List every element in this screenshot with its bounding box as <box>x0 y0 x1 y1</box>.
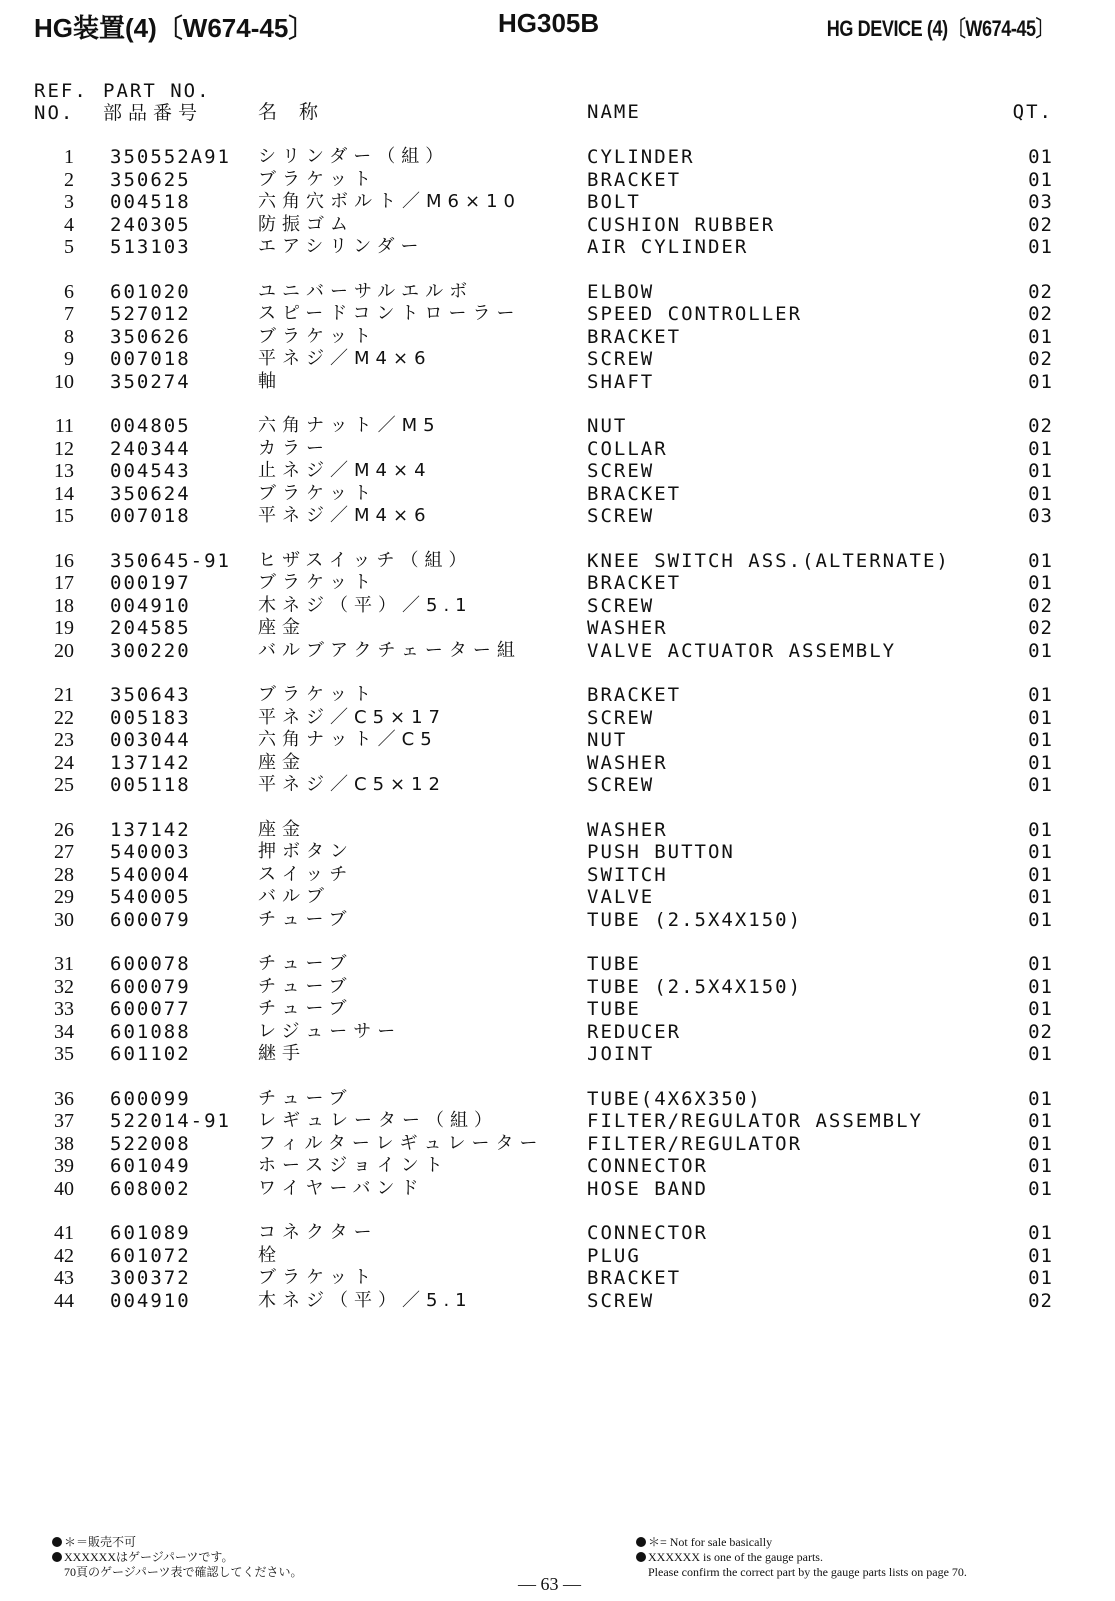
name-en: WASHER <box>587 751 668 774</box>
part-number: 522008 <box>110 1132 191 1155</box>
name-en: BRACKET <box>587 325 682 348</box>
row-group <box>0 684 1115 797</box>
name-ja: レジューサー <box>258 1020 402 1042</box>
name-en: VALVE <box>587 886 655 908</box>
name-en: JOINT <box>587 1043 655 1065</box>
ref-number: 43 <box>54 1267 74 1289</box>
table-row <box>0 214 1115 237</box>
quantity: 02 <box>1028 280 1053 303</box>
part-number: 005118 <box>110 774 191 796</box>
quantity: 01 <box>1028 325 1053 348</box>
ref-number: 27 <box>54 841 74 863</box>
part-number: 350552A91 <box>110 146 231 168</box>
table-row <box>0 998 1115 1021</box>
part-number: 004910 <box>110 1289 191 1312</box>
name-ja: 栓 <box>258 1244 282 1266</box>
table-row <box>0 774 1115 797</box>
name-ja: チューブ <box>258 998 353 1019</box>
table-row <box>0 303 1115 326</box>
name-ja: ヒザスイッチ（組） <box>258 549 473 571</box>
table-row <box>0 1222 1115 1245</box>
table-row <box>0 191 1115 214</box>
name-ja: スピードコントローラー <box>258 303 521 324</box>
quantity: 01 <box>1028 998 1053 1020</box>
table-row <box>0 460 1115 483</box>
header-model: HG305B <box>498 8 600 38</box>
part-header-line2: 部品番号 <box>103 102 204 124</box>
table-row <box>0 640 1115 663</box>
name-ja: シリンダー（組） <box>258 146 450 167</box>
ref-number: 21 <box>54 684 74 706</box>
part-number: 300372 <box>110 1267 191 1289</box>
note-confirm-ja: 70頁のゲージパーツ表で確認してください。 <box>64 1565 303 1579</box>
ref-number: 19 <box>54 617 74 639</box>
table-row <box>0 415 1115 438</box>
part-number: 004805 <box>110 415 191 437</box>
quantity: 02 <box>1028 594 1053 617</box>
quantity: 01 <box>1028 774 1053 796</box>
row-group <box>0 415 1115 528</box>
name-en: AIR CYLINDER <box>587 236 749 258</box>
ref-number: 14 <box>54 482 74 505</box>
qty-header: QT. <box>1012 101 1053 123</box>
ref-number: 32 <box>54 975 74 998</box>
table-row <box>0 841 1115 864</box>
name-ja: レギュレーター（組） <box>258 1110 498 1131</box>
name-en: VALVE ACTUATOR ASSEMBLY <box>587 639 897 662</box>
name-en: BRACKET <box>587 1267 682 1289</box>
name-ja: 座金 <box>258 818 306 840</box>
name-en: BRACKET <box>587 482 682 505</box>
quantity: 01 <box>1028 751 1053 774</box>
part-number: 600079 <box>110 908 191 931</box>
ref-number: 10 <box>54 370 74 393</box>
table-row <box>0 572 1115 595</box>
name-en: PUSH BUTTON <box>587 841 735 863</box>
quantity: 01 <box>1028 706 1053 729</box>
name-ja: 防振ゴム <box>258 213 354 235</box>
note-not-for-sale-en: ＊= Not for sale basically <box>648 1535 773 1549</box>
part-number: 600077 <box>110 998 191 1020</box>
table-row <box>0 909 1115 932</box>
table-row <box>0 819 1115 842</box>
row-group <box>0 1088 1115 1201</box>
bullet-icon <box>636 1537 646 1547</box>
part-number: 600079 <box>110 975 191 998</box>
ref-number: 13 <box>54 460 74 482</box>
part-header-line1: PART NO. <box>103 80 211 102</box>
quantity: 01 <box>1028 729 1053 751</box>
table-row <box>0 864 1115 887</box>
row-group <box>0 953 1115 1066</box>
part-number: 350626 <box>110 325 191 348</box>
name-ja: チューブ <box>258 1087 353 1109</box>
table-row <box>0 1267 1115 1290</box>
ref-number: 17 <box>54 572 74 594</box>
name-ja: ホースジョイント <box>258 1155 449 1176</box>
name-en: SCREW <box>587 460 655 482</box>
name-ja: 座金 <box>258 751 306 773</box>
part-number: 601020 <box>110 280 191 303</box>
name-ja: ブラケット <box>258 325 378 347</box>
ref-number: 11 <box>54 415 74 437</box>
note-confirm-en: Please confirm the correct part by the gauge parts lists on page 70. <box>648 1565 967 1579</box>
name-en: WASHER <box>587 818 668 841</box>
ref-number: 9 <box>64 348 74 370</box>
name-ja: 平ネジ／M4×6 <box>258 505 432 526</box>
name-ja: 平ネジ／M4×6 <box>258 348 432 369</box>
part-number: 004910 <box>110 594 191 617</box>
table-row <box>0 146 1115 169</box>
name-en: NUT <box>587 729 628 751</box>
table-row <box>0 707 1115 730</box>
quantity: 01 <box>1028 1244 1053 1267</box>
name-en: BOLT <box>587 191 641 213</box>
name-en: TUBE(4X6X350) <box>587 1087 762 1110</box>
name-ja: ユニバーサルエルボ <box>258 280 474 302</box>
ref-number: 42 <box>54 1244 74 1267</box>
name-ja: カラー <box>258 437 330 459</box>
table-row <box>0 752 1115 775</box>
name-en: BRACKET <box>587 684 682 706</box>
name-ja: バルブアクチェーター組 <box>258 639 521 661</box>
ref-number: 23 <box>54 729 74 751</box>
name-en: SCREW <box>587 774 655 796</box>
quantity: 01 <box>1028 1043 1053 1065</box>
ref-number: 1 <box>64 146 74 168</box>
table-row <box>0 684 1115 707</box>
name-en: CYLINDER <box>587 146 695 168</box>
ref-number: 44 <box>54 1289 74 1312</box>
part-number: 300220 <box>110 639 191 662</box>
name-en: TUBE <box>587 953 641 975</box>
quantity: 01 <box>1028 908 1053 931</box>
name-en: SWITCH <box>587 863 668 886</box>
table-row <box>0 169 1115 192</box>
part-number: 601049 <box>110 1155 191 1177</box>
name-ja: 六角ナット／M5 <box>258 415 441 436</box>
ref-number: 16 <box>54 549 74 572</box>
name-en: TUBE (2.5X4X150) <box>587 975 803 998</box>
name-ja: 止ネジ／M4×4 <box>258 460 432 481</box>
table-row <box>0 1043 1115 1066</box>
header-title-en: HG DEVICE (4)〔W674-45〕 <box>826 16 1053 41</box>
part-number: 522014-91 <box>110 1110 231 1132</box>
part-number: 137142 <box>110 751 191 774</box>
name-ja: ワイヤーバンド <box>258 1177 425 1199</box>
name-en: CUSHION RUBBER <box>587 213 776 236</box>
name-en: CONNECTOR <box>587 1155 708 1177</box>
name-en: FILTER/REGULATOR ASSEMBLY <box>587 1110 923 1132</box>
ref-number: 25 <box>54 774 74 796</box>
name-ja: 六角ナット／C5 <box>258 729 438 750</box>
name-en: SPEED CONTROLLER <box>587 303 803 325</box>
name-ja: 木ネジ（平）／5.1 <box>258 1289 473 1311</box>
part-number: 240344 <box>110 437 191 460</box>
name-en: WASHER <box>587 617 668 639</box>
table-row <box>0 438 1115 461</box>
ref-number: 41 <box>54 1222 74 1244</box>
ref-number: 22 <box>54 706 74 729</box>
footer-notes-en <box>636 1535 967 1580</box>
name-en: SCREW <box>587 706 655 729</box>
part-number: 601072 <box>110 1244 191 1267</box>
ref-number: 20 <box>54 639 74 662</box>
name-en: PLUG <box>587 1244 641 1267</box>
name-ja: ブラケット <box>258 482 378 504</box>
name-ja: フィルターレギュレーター <box>258 1132 544 1154</box>
part-number: 004518 <box>110 191 191 213</box>
table-row <box>0 236 1115 259</box>
name-ja: スイッチ <box>258 863 354 885</box>
quantity: 03 <box>1028 191 1053 213</box>
part-number: 007018 <box>110 348 191 370</box>
name-en: SHAFT <box>587 370 655 393</box>
name-ja: 押ボタン <box>258 841 354 862</box>
page-number: — 63 — <box>518 1574 581 1594</box>
quantity: 01 <box>1028 460 1053 482</box>
part-number: 540003 <box>110 841 191 863</box>
table-row <box>0 1290 1115 1313</box>
name-en: SCREW <box>587 1289 655 1312</box>
ref-number: 28 <box>54 863 74 886</box>
ref-number: 18 <box>54 594 74 617</box>
quantity: 02 <box>1028 1020 1053 1043</box>
part-number: 601089 <box>110 1222 191 1244</box>
name-ja: コネクター <box>258 1222 378 1243</box>
table-row <box>0 953 1115 976</box>
part-number: 204585 <box>110 617 191 639</box>
quantity: 01 <box>1028 168 1053 191</box>
table-row <box>0 483 1115 506</box>
part-number: 527012 <box>110 303 191 325</box>
table-row <box>0 326 1115 349</box>
part-number: 004543 <box>110 460 191 482</box>
ref-number: 7 <box>64 303 74 325</box>
quantity: 01 <box>1028 236 1053 258</box>
part-number: 350625 <box>110 168 191 191</box>
ref-number: 38 <box>54 1132 74 1155</box>
part-number: 513103 <box>110 236 191 258</box>
quantity: 01 <box>1028 1267 1053 1289</box>
name-ja: 六角穴ボルト／M6×10 <box>258 191 521 212</box>
ref-header-line1: REF. <box>34 80 88 102</box>
name-en: TUBE (2.5X4X150) <box>587 908 803 931</box>
table-row <box>0 886 1115 909</box>
ref-number: 33 <box>54 998 74 1020</box>
ref-number: 35 <box>54 1043 74 1065</box>
table-row <box>0 1155 1115 1178</box>
ref-header-line2: NO. <box>34 102 75 124</box>
name-en: COLLAR <box>587 437 668 460</box>
quantity: 02 <box>1028 303 1053 325</box>
quantity: 01 <box>1028 886 1053 908</box>
table-row <box>0 1245 1115 1268</box>
table-row <box>0 371 1115 394</box>
name-ja: バルブ <box>258 886 330 907</box>
quantity: 01 <box>1028 841 1053 863</box>
name-ja: ブラケット <box>258 168 378 190</box>
name-ja: ブラケット <box>258 684 378 705</box>
quantity: 01 <box>1028 572 1053 594</box>
parts-table <box>0 146 1115 1334</box>
table-row <box>0 1178 1115 1201</box>
quantity: 01 <box>1028 975 1053 998</box>
quantity: 01 <box>1028 818 1053 841</box>
quantity: 02 <box>1028 415 1053 437</box>
part-number: 137142 <box>110 818 191 841</box>
name-ja-header: 名称 <box>258 101 341 123</box>
bullet-icon <box>52 1537 62 1547</box>
name-ja: エアシリンダー <box>258 236 425 257</box>
part-number: 601088 <box>110 1020 191 1043</box>
quantity: 01 <box>1028 863 1053 886</box>
name-en: BRACKET <box>587 572 682 594</box>
table-row <box>0 281 1115 304</box>
ref-number: 8 <box>64 325 74 348</box>
part-number: 000197 <box>110 572 191 594</box>
ref-number: 12 <box>54 437 74 460</box>
row-group <box>0 281 1115 394</box>
table-row <box>0 617 1115 640</box>
ref-number: 39 <box>54 1155 74 1177</box>
ref-number: 24 <box>54 751 74 774</box>
name-ja: 継手 <box>258 1043 306 1064</box>
row-group <box>0 1222 1115 1312</box>
name-ja: 平ネジ／C5×12 <box>258 774 447 795</box>
row-group <box>0 550 1115 663</box>
name-en: HOSE BAND <box>587 1177 708 1200</box>
quantity: 03 <box>1028 505 1053 527</box>
ref-number: 26 <box>54 818 74 841</box>
part-number: 601102 <box>110 1043 191 1065</box>
ref-number: 15 <box>54 505 74 527</box>
table-row <box>0 550 1115 573</box>
quantity: 02 <box>1028 1289 1053 1312</box>
name-en: SCREW <box>587 594 655 617</box>
part-number: 600078 <box>110 953 191 975</box>
quantity: 01 <box>1028 549 1053 572</box>
name-ja: ブラケット <box>258 1267 378 1288</box>
table-row <box>0 976 1115 999</box>
table-row <box>0 505 1115 528</box>
ref-number: 2 <box>64 168 74 191</box>
ref-number: 3 <box>64 191 74 213</box>
name-en-header: NAME <box>587 101 641 123</box>
part-no-header <box>103 80 211 124</box>
note-not-for-sale-ja: ＊＝販売不可 <box>64 1535 137 1549</box>
quantity: 01 <box>1028 1110 1053 1132</box>
ref-number: 5 <box>64 236 74 258</box>
name-en: BRACKET <box>587 168 682 191</box>
part-number: 540004 <box>110 863 191 886</box>
part-number: 350274 <box>110 370 191 393</box>
table-row <box>0 1110 1115 1133</box>
ref-number: 40 <box>54 1177 74 1200</box>
quantity: 02 <box>1028 348 1053 370</box>
table-row <box>0 1133 1115 1156</box>
name-en: SCREW <box>587 505 655 527</box>
name-en: SCREW <box>587 348 655 370</box>
quantity: 01 <box>1028 684 1053 706</box>
name-en: CONNECTOR <box>587 1222 708 1244</box>
table-row <box>0 1021 1115 1044</box>
name-ja: チューブ <box>258 908 353 930</box>
table-row <box>0 348 1115 371</box>
name-en: FILTER/REGULATOR <box>587 1132 803 1155</box>
quantity: 01 <box>1028 482 1053 505</box>
name-ja: チューブ <box>258 953 353 974</box>
quantity: 01 <box>1028 953 1053 975</box>
bullet-icon <box>636 1552 646 1562</box>
name-ja: ブラケット <box>258 572 378 593</box>
table-row <box>0 595 1115 618</box>
part-number: 608002 <box>110 1177 191 1200</box>
name-ja: チューブ <box>258 975 353 997</box>
note-gauge-parts-ja: XXXXXXはゲージパーツです。 <box>64 1550 234 1564</box>
quantity: 01 <box>1028 146 1053 168</box>
ref-number: 36 <box>54 1087 74 1110</box>
bullet-icon <box>52 1552 62 1562</box>
name-en: NUT <box>587 415 628 437</box>
ref-number: 6 <box>64 280 74 303</box>
ref-number: 31 <box>54 953 74 975</box>
name-en: KNEE SWITCH ASS.(ALTERNATE) <box>587 549 950 572</box>
footer-notes-ja <box>52 1535 302 1580</box>
part-number: 007018 <box>110 505 191 527</box>
part-number: 350624 <box>110 482 191 505</box>
row-group <box>0 819 1115 932</box>
name-en: ELBOW <box>587 280 655 303</box>
name-ja: 木ネジ（平）／5.1 <box>258 594 473 616</box>
name-ja: 座金 <box>258 617 306 638</box>
part-number: 003044 <box>110 729 191 751</box>
name-en: REDUCER <box>587 1020 682 1043</box>
name-ja: 平ネジ／C5×17 <box>258 706 447 728</box>
part-number: 350645-91 <box>110 549 231 572</box>
note-gauge-parts-en: XXXXXX is one of the gauge parts. <box>648 1550 823 1564</box>
part-number: 240305 <box>110 213 191 236</box>
header-title-ja: HG装置(4)〔W674-45〕 <box>34 13 315 43</box>
quantity: 01 <box>1028 437 1053 460</box>
part-number: 005183 <box>110 706 191 729</box>
table-row <box>0 729 1115 752</box>
ref-no-header <box>34 80 88 124</box>
ref-number: 30 <box>54 908 74 931</box>
quantity: 01 <box>1028 1132 1053 1155</box>
quantity: 01 <box>1028 1222 1053 1244</box>
ref-number: 37 <box>54 1110 74 1132</box>
quantity: 02 <box>1028 617 1053 639</box>
quantity: 01 <box>1028 1087 1053 1110</box>
quantity: 01 <box>1028 1155 1053 1177</box>
ref-number: 34 <box>54 1020 74 1043</box>
part-number: 540005 <box>110 886 191 908</box>
table-row <box>0 1088 1115 1111</box>
name-ja: 軸 <box>258 370 282 392</box>
row-group <box>0 146 1115 259</box>
quantity: 02 <box>1028 213 1053 236</box>
part-number: 350643 <box>110 684 191 706</box>
quantity: 01 <box>1028 1177 1053 1200</box>
ref-number: 4 <box>64 213 74 236</box>
quantity: 01 <box>1028 639 1053 662</box>
quantity: 01 <box>1028 370 1053 393</box>
ref-number: 29 <box>54 886 74 908</box>
part-number: 600099 <box>110 1087 191 1110</box>
name-en: TUBE <box>587 998 641 1020</box>
